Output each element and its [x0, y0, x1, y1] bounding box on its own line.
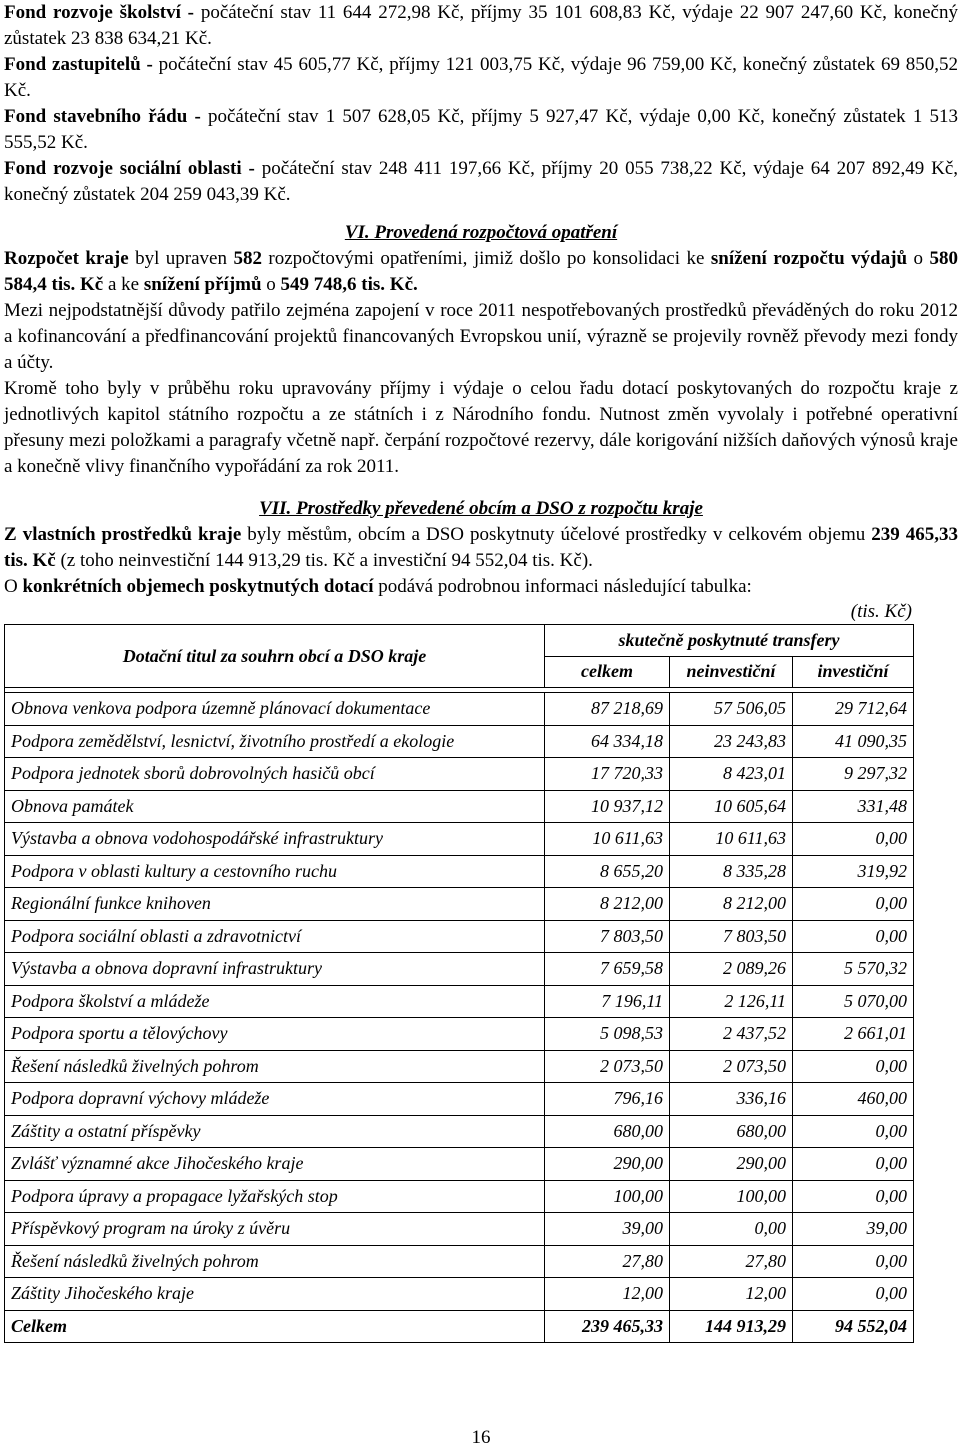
row-total: 8 655,20	[545, 855, 670, 888]
row-noninvestment: 8 335,28	[670, 855, 793, 888]
table-row	[5, 1245, 914, 1278]
section-7-paragraph-2: O konkrétních objemech poskytnutých dotací podává podrobnou informaci následující tabulka:	[4, 576, 752, 597]
row-title: Obnova památek	[5, 790, 545, 823]
row-total: 100,00	[545, 1180, 670, 1213]
row-investment: 0,00	[793, 823, 914, 856]
section-7-paragraph-1: Z vlastních prostředků kraje byly městům, obcím a DSO poskytnuty účelové prostředky v celkovém objemu 239 465,33 tis. Kč (z toho neinvestiční 144 913,29 tis. Kč a investiční 94 552,04 tis. Kč).	[4, 524, 958, 571]
row-noninvestment: 12,00	[670, 1278, 793, 1311]
fund-name: Fond rozvoje sociální oblasti	[4, 158, 242, 179]
row-investment: 0,00	[793, 1245, 914, 1278]
row-title: Příspěvkový program na úroky z úvěru	[5, 1213, 545, 1246]
row-total: 5 098,53	[545, 1018, 670, 1051]
col-header-group: skutečně poskytnuté transfery	[545, 625, 914, 657]
row-investment: 460,00	[793, 1083, 914, 1116]
row-investment: 5 570,32	[793, 953, 914, 986]
table-row	[5, 1083, 914, 1116]
fund-item	[4, 52, 958, 104]
row-total: 8 212,00	[545, 888, 670, 921]
row-investment: 9 297,32	[793, 758, 914, 791]
fund-separator: -	[241, 158, 262, 179]
fund-name: Fond rozvoje školství	[4, 2, 181, 23]
row-investment: 41 090,35	[793, 725, 914, 758]
fund-separator: -	[187, 106, 208, 127]
row-total: 7 196,11	[545, 985, 670, 1018]
row-title: Zvlášť významné akce Jihočeského kraje	[5, 1148, 545, 1181]
row-title: Podpora zemědělství, lesnictví, životního prostředí a ekologie	[5, 725, 545, 758]
table-row	[5, 693, 914, 726]
row-title: Podpora úpravy a propagace lyžařských stop	[5, 1180, 545, 1213]
table-row	[5, 1050, 914, 1083]
row-total: 39,00	[545, 1213, 670, 1246]
section-6-paragraph-2: Mezi nejpodstatnější důvody patřilo zejména zapojení v roce 2011 nespotřebovaných prostředků převáděných do roku 2012 a kofinancování a předfinancování projektů financovaných Evropskou unií, výrazně se projevily rovněž převody mezi fondy a účty.	[4, 300, 958, 373]
col-header-total: celkem	[545, 656, 670, 688]
page-number: 16	[471, 1427, 491, 1448]
row-noninvestment: 336,16	[670, 1083, 793, 1116]
table-row	[5, 1148, 914, 1181]
fund-list	[4, 0, 958, 208]
table-row	[5, 790, 914, 823]
row-investment: 0,00	[793, 1148, 914, 1181]
transfers-table	[4, 624, 914, 1343]
row-investment: 319,92	[793, 855, 914, 888]
row-noninvestment: 10 605,64	[670, 790, 793, 823]
row-noninvestment: 2 437,52	[670, 1018, 793, 1051]
row-total: 7 803,50	[545, 920, 670, 953]
table-row	[5, 953, 914, 986]
table-row	[5, 888, 914, 921]
total-row-investment: 94 552,04	[793, 1310, 914, 1343]
section-6-heading: VI. Provedená rozpočtová opatření	[344, 222, 618, 243]
document-page	[4, 0, 959, 1448]
row-title: Výstavba a obnova vodohospodářské infrastruktury	[5, 823, 545, 856]
table-row	[5, 1180, 914, 1213]
table-row	[5, 985, 914, 1018]
row-investment: 5 070,00	[793, 985, 914, 1018]
row-noninvestment: 7 803,50	[670, 920, 793, 953]
row-noninvestment: 8 212,00	[670, 888, 793, 921]
total-row-title: Celkem	[5, 1310, 545, 1343]
row-title: Podpora sociální oblasti a zdravotnictví	[5, 920, 545, 953]
row-total: 7 659,58	[545, 953, 670, 986]
row-noninvestment: 10 611,63	[670, 823, 793, 856]
row-investment: 0,00	[793, 1115, 914, 1148]
table-row	[5, 1278, 914, 1311]
row-title: Obnova venkova podpora územně plánovací dokumentace	[5, 693, 545, 726]
fund-separator: -	[180, 2, 201, 23]
table-unit-label: (tis. Kč)	[850, 601, 912, 622]
row-title: Výstavba a obnova dopravní infrastruktury	[5, 953, 545, 986]
row-title: Podpora dopravní výchovy mládeže	[5, 1083, 545, 1116]
table-row	[5, 1115, 914, 1148]
row-total: 87 218,69	[545, 693, 670, 726]
table-row	[5, 823, 914, 856]
row-total: 796,16	[545, 1083, 670, 1116]
fund-text: počáteční stav 248 411 197,66 Kč, příjmy 20 055 738,22 Kč, výdaje 64 207 892,49 Kč, konečný zůstatek 204 259 043,39 Kč.	[4, 158, 959, 205]
row-total: 2 073,50	[545, 1050, 670, 1083]
row-title: Záštity a ostatní příspěvky	[5, 1115, 545, 1148]
section-7-heading: VII. Prostředky převedené obcím a DSO z rozpočtu kraje	[259, 498, 703, 519]
total-row-noninvestment: 144 913,29	[670, 1310, 793, 1343]
row-title: Regionální funkce knihoven	[5, 888, 545, 921]
row-noninvestment: 2 073,50	[670, 1050, 793, 1083]
row-noninvestment: 2 126,11	[670, 985, 793, 1018]
row-noninvestment: 0,00	[670, 1213, 793, 1246]
fund-text: počáteční stav 11 644 272,98 Kč, příjmy 35 101 608,83 Kč, výdaje 22 907 247,60 Kč, konečný zůstatek 23 838 634,21 Kč.	[4, 2, 958, 49]
col-header-investment: investiční	[793, 656, 914, 688]
row-investment: 0,00	[793, 1180, 914, 1213]
row-noninvestment: 8 423,01	[670, 758, 793, 791]
fund-text: počáteční stav 45 605,77 Kč, příjmy 121 003,75 Kč, výdaje 96 759,00 Kč, konečný zůstatek 69 850,52 Kč.	[4, 54, 958, 101]
row-title: Řešení následků živelných pohrom	[5, 1050, 545, 1083]
row-investment: 29 712,64	[793, 693, 914, 726]
col-header-title: Dotační titul za souhrn obcí a DSO kraje	[5, 625, 545, 688]
section-6-paragraph-3: Kromě toho byly v průběhu roku upravovány příjmy i výdaje o celou řadu dotací poskytovaných do rozpočtu kraje z jednotlivých kapitol státního rozpočtu a ze státních i z Národního fondu. Nutnost změn vyvolaly i potřebné operativní přesuny mezi položkami a paragrafy včetně např. čerpání rozpočtové rezervy, dále korigování nižších daňových výnosů kraje a konečně vlivy finančního vypořádání za rok 2011.	[4, 378, 958, 477]
fund-name: Fond stavebního řádu	[4, 106, 188, 127]
table-row	[5, 1213, 914, 1246]
row-investment: 2 661,01	[793, 1018, 914, 1051]
row-title: Podpora v oblasti kultury a cestovního ruchu	[5, 855, 545, 888]
row-title: Podpora školství a mládeže	[5, 985, 545, 1018]
total-row-total: 239 465,33	[545, 1310, 670, 1343]
row-total: 10 611,63	[545, 823, 670, 856]
row-total: 680,00	[545, 1115, 670, 1148]
row-title: Řešení následků živelných pohrom	[5, 1245, 545, 1278]
row-noninvestment: 290,00	[670, 1148, 793, 1181]
row-investment: 0,00	[793, 888, 914, 921]
row-noninvestment: 27,80	[670, 1245, 793, 1278]
row-total: 17 720,33	[545, 758, 670, 791]
row-total: 12,00	[545, 1278, 670, 1311]
fund-separator: -	[140, 54, 159, 75]
row-title: Záštity Jihočeského kraje	[5, 1278, 545, 1311]
row-investment: 0,00	[793, 1278, 914, 1311]
row-title: Podpora sportu a tělovýchovy	[5, 1018, 545, 1051]
row-noninvestment: 100,00	[670, 1180, 793, 1213]
table-total-row	[5, 1310, 914, 1343]
table-row	[5, 920, 914, 953]
row-total: 10 937,12	[545, 790, 670, 823]
row-total: 290,00	[545, 1148, 670, 1181]
row-investment: 0,00	[793, 1050, 914, 1083]
row-noninvestment: 57 506,05	[670, 693, 793, 726]
row-noninvestment: 2 089,26	[670, 953, 793, 986]
row-investment: 0,00	[793, 920, 914, 953]
row-investment: 39,00	[793, 1213, 914, 1246]
fund-text: počáteční stav 1 507 628,05 Kč, příjmy 5 927,47 Kč, výdaje 0,00 Kč, konečný zůstatek 1 513 555,52 Kč.	[4, 106, 958, 153]
fund-name: Fond zastupitelů	[4, 54, 141, 75]
fund-item	[4, 0, 958, 52]
row-noninvestment: 680,00	[670, 1115, 793, 1148]
table-row	[5, 725, 914, 758]
section-6-paragraph-1: Rozpočet kraje byl upraven 582 rozpočtovými opatřeními, jimiž došlo po konsolidaci ke snížení rozpočtu výdajů o 580 584,4 tis. Kč a ke snížení příjmů o 549 748,6 tis. Kč.	[4, 248, 958, 295]
row-total: 64 334,18	[545, 725, 670, 758]
table-row	[5, 855, 914, 888]
row-title: Podpora jednotek sborů dobrovolných hasičů obcí	[5, 758, 545, 791]
table-row	[5, 758, 914, 791]
row-noninvestment: 23 243,83	[670, 725, 793, 758]
col-header-noninvestment: neinvestiční	[670, 656, 793, 688]
row-investment: 331,48	[793, 790, 914, 823]
fund-item	[4, 156, 958, 208]
row-total: 27,80	[545, 1245, 670, 1278]
table-row	[5, 1018, 914, 1051]
fund-item	[4, 104, 958, 156]
